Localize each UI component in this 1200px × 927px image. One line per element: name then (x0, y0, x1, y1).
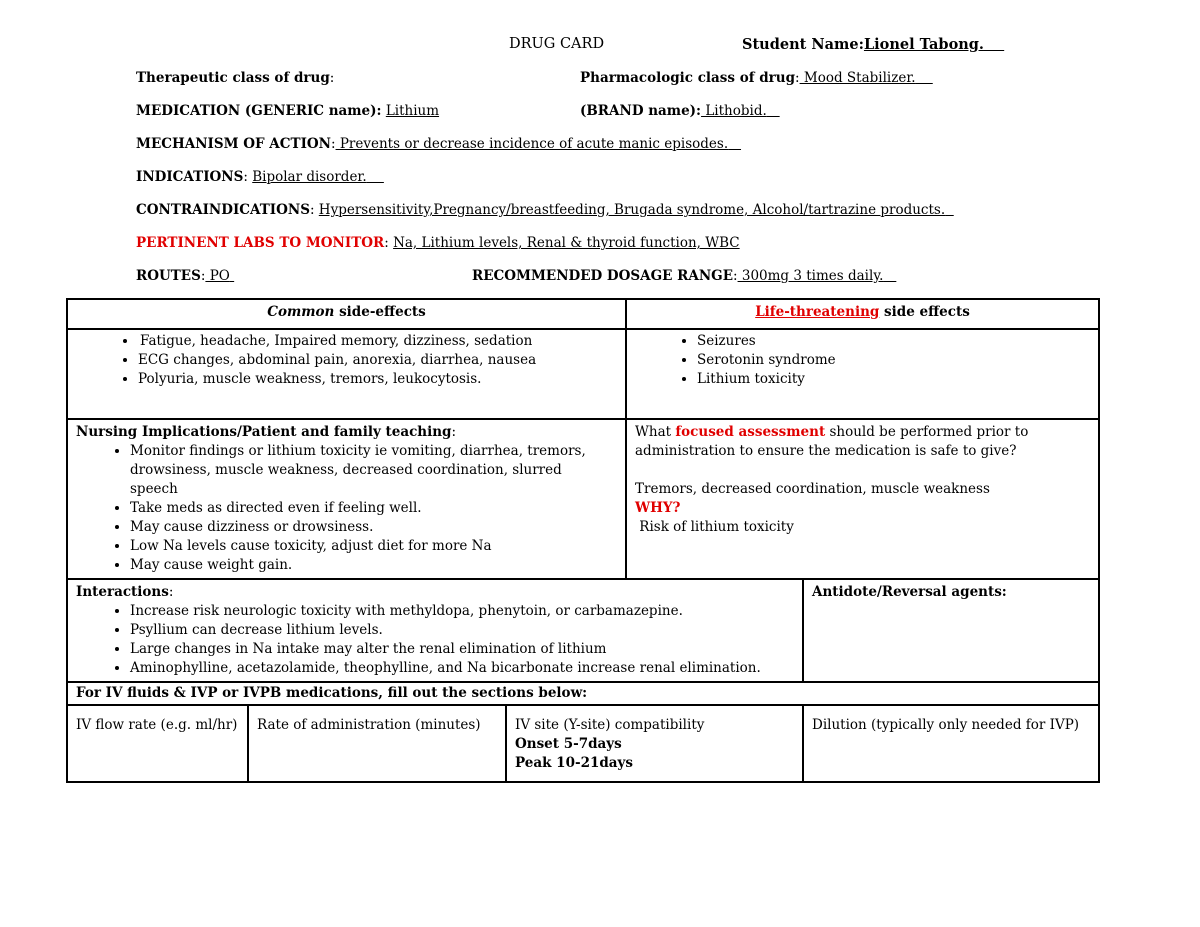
iv-compatibility-label: IV site (Y-site) compatibility (515, 717, 705, 733)
peak-text: Peak 10-21days (515, 755, 633, 771)
onset-text: Onset 5-7days (515, 736, 622, 752)
student-name-row (742, 36, 1004, 53)
list-item: • Increase risk neurologic toxicity with methyldopa, phenytoin, or carbamazepine. (130, 602, 794, 621)
list-item: • ECG changes, abdominal pain, anorexia, diarrhea, nausea (138, 351, 617, 370)
assessment-answer: Tremors, decreased coordination, muscle weakness (635, 481, 990, 497)
assessment-question: What focused assessment should be performed prior to administration to ensure the medication is safe to give? (635, 424, 1029, 459)
brand-name-field (580, 103, 780, 119)
dilution-cell: Dilution (typically only needed for IVP) (803, 705, 1099, 782)
labs-field: PERTINENT LABS TO MONITOR: Na, Lithium levels, Renal & thyroid function, WBC (136, 235, 740, 251)
generic-name-field (136, 103, 439, 119)
list-item: • Serotonin syndrome (697, 351, 1090, 370)
mechanism-field: MECHANISM OF ACTION: Prevents or decrease incidence of acute manic episodes. (136, 136, 741, 152)
interactions-list (76, 602, 794, 678)
list-item: • May cause dizziness or drowsiness. (130, 518, 617, 537)
indications-field: INDICATIONS: Bipolar disorder. (136, 169, 384, 185)
life-threatening-side-effects-header: Life-threatening side effects (626, 299, 1099, 329)
list-item: • Fatigue, headache, Impaired memory, dizziness, sedation (138, 332, 617, 351)
routes-field: ROUTES: PO (136, 268, 234, 284)
dosage-value: 300mg 3 times daily. (737, 268, 884, 284)
generic-name-label: MEDICATION (GENERIC name): (136, 103, 382, 119)
antidote-label: Antidote/Reversal agents: (812, 584, 1007, 600)
generic-name-value: Lithium (385, 103, 440, 119)
rate-of-administration-cell: Rate of administration (minutes) (248, 705, 506, 782)
nursing-title: Nursing Implications/Patient and family teaching (76, 424, 452, 440)
iv-compatibility-cell (506, 705, 803, 782)
list-item: • Low Na levels cause toxicity, adjust diet for more Na (130, 537, 617, 556)
labs-label: PERTINENT LABS TO MONITOR (136, 235, 385, 251)
therapeutic-class-field: Therapeutic class of drug: (136, 70, 335, 86)
interactions-title: Interactions (76, 584, 169, 600)
pharmacologic-class-label: Pharmacologic class of drug (580, 70, 796, 86)
mechanism-label: MECHANISM OF ACTION (136, 136, 331, 152)
contraindications-label: CONTRAINDICATIONS (136, 202, 310, 218)
nursing-list (76, 442, 617, 575)
routes-label: ROUTES (136, 268, 201, 284)
dosage-label: RECOMMENDED DOSAGE RANGE (472, 268, 733, 284)
list-item: • Take meds as directed even if feeling well. (130, 499, 617, 518)
why-answer: Risk of lithium toxicity (635, 519, 794, 535)
brand-name-label: (BRAND name): (580, 103, 702, 119)
list-item: • May cause weight gain. (130, 556, 617, 575)
list-item: • Monitor findings or lithium toxicity ie vomiting, diarrhea, tremors, drowsiness, muscle weakness, decreased coordination, slurred speech (130, 442, 617, 499)
list-item: • Aminophylline, acetazolamide, theophylline, and Na bicarbonate increase renal elimination. (130, 659, 794, 678)
student-name-label: Student Name: (742, 36, 864, 53)
brand-name-value: Lithobid. (701, 103, 767, 119)
routes-value: PO (205, 268, 230, 284)
pharmacologic-class-field: Pharmacologic class of drug: Mood Stabilizer. (580, 70, 933, 86)
list-item: • Lithium toxicity (697, 370, 1090, 389)
antidote-cell (803, 579, 1099, 682)
therapeutic-class-label: Therapeutic class of drug (136, 70, 330, 86)
list-item: • Large changes in Na intake may alter the renal elimination of lithium (130, 640, 794, 659)
labs-value: Na, Lithium levels, Renal & thyroid function, WBC (393, 235, 740, 251)
indications-label: INDICATIONS (136, 169, 244, 185)
iv-section-header: For IV fluids & IVP or IVPB medications, fill out the sections below: (67, 682, 1099, 705)
focused-assessment-cell (626, 419, 1099, 579)
nursing-implications-cell: Nursing Implications/Patient and family teaching: • Monitor findings or lithium toxicity ie vomiting, diarrhea, tremors, drowsiness, muscle weakness, decreased coordination, slurred speech • Take meds as directed even if feeling well. • May cause dizziness or drowsiness. • Low Na levels cause toxicity, adjust diet for more Na • May cause weight gain. (67, 419, 626, 579)
indications-value: Bipolar disorder. (252, 169, 367, 185)
life-threatening-side-effects-cell (626, 329, 1099, 419)
list-item: • Polyuria, muscle weakness, tremors, leukocytosis. (138, 370, 617, 389)
dosage-field: RECOMMENDED DOSAGE RANGE: 300mg 3 times daily. (472, 268, 896, 284)
interactions-cell: Interactions: • Increase risk neurologic toxicity with methyldopa, phenytoin, or carbamazepine. • Psyllium can decrease lithium levels. • Large changes in Na intake may alter the renal elimination of lithium • Aminophylline, acetazolamide, theophylline, and Na bicarbonate increase renal elimination. (67, 579, 803, 682)
why-label: WHY? (635, 500, 681, 516)
student-name-value: Lionel Tabong. (863, 36, 984, 53)
card-title: DRUG CARD (509, 36, 605, 52)
list-item: • Psyllium can decrease lithium levels. (130, 621, 794, 640)
common-side-effects-list (76, 332, 617, 389)
life-threatening-list (635, 332, 1090, 389)
contraindications-value: Hypersensitivity,Pregnancy/breastfeeding, Brugada syndrome, Alcohol/tartrazine products. (318, 202, 946, 218)
list-item: • Seizures (697, 332, 1090, 351)
common-side-effects-header: Common side-effects (67, 299, 626, 329)
drug-card-table (66, 298, 1100, 783)
pharmacologic-class-value: Mood Stabilizer. (799, 70, 916, 86)
iv-flow-rate-cell: IV flow rate (e.g. ml/hr) (67, 705, 248, 782)
mechanism-value: Prevents or decrease incidence of acute manic episodes. (335, 136, 729, 152)
common-side-effects-cell (67, 329, 626, 419)
contraindications-field: CONTRAINDICATIONS: Hypersensitivity,Pregnancy/breastfeeding, Brugada syndrome, Alcohol/tartrazine products. (136, 202, 954, 218)
